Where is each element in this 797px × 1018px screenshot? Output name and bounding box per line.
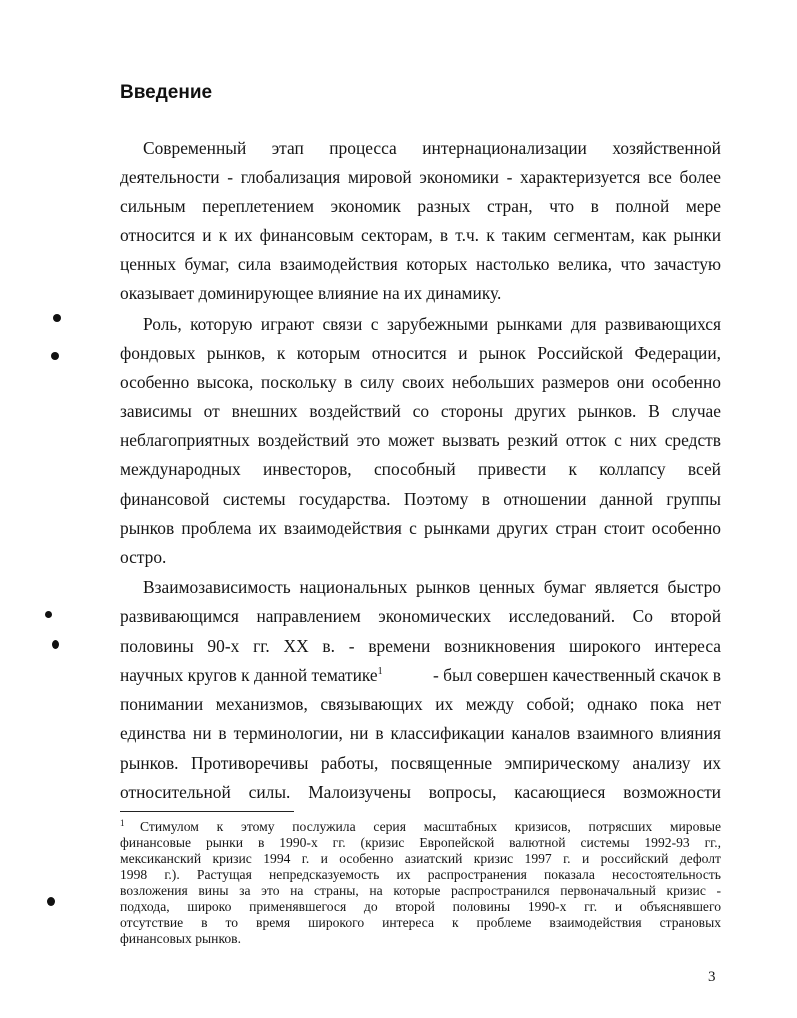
text-line: неблагоприятных воздействий это может вызвать резкий отток с них средств [120, 430, 721, 450]
text-segment: - был совершен качественный скачок в [433, 665, 721, 685]
text-line: особенно высока, поскольку в силу своих небольших размеров они особенно [120, 372, 721, 392]
text-line: рынков проблема их взаимодействия с рынками других стран стоит особенно [120, 518, 721, 538]
text-line: Роль, которую играют связи с зарубежными рынками для развивающихся [143, 314, 721, 334]
text-line: международных инвесторов, способный привести к коллапсу всей [120, 459, 721, 479]
footnote-text: Стимулом к этому послужила серия масштабных кризисов, потрясших мировые [140, 819, 721, 834]
text-line: остро. [120, 547, 167, 567]
text-line: сильным переплетением экономик разных стран, что в полной мере [120, 196, 721, 216]
text-line: Взаимозависимость национальных рынков ценных бумаг является быстро [143, 577, 721, 597]
footnote-line: мексиканский кризис 1994 г. и особенно азиатский кризис 1997 г. и российский дефолт [120, 851, 721, 866]
text-line: единства ни в терминологии, ни в классификации каналов взаимного влияния [120, 723, 721, 743]
scan-dot [51, 352, 59, 360]
footnote-marker-text: 1 [120, 818, 125, 828]
text-segment [120, 664, 383, 686]
page-number: 3 [708, 969, 716, 985]
section-heading: Введение [120, 82, 213, 103]
text-line [120, 664, 721, 686]
text-line: развивающимся направлением экономических исследований. Со второй [120, 606, 721, 626]
scan-dot [47, 897, 55, 906]
footnote-line: отсутствие в то время широкого интереса к проблеме взаимодействия страновых [120, 915, 721, 930]
footnote-line [120, 819, 721, 835]
footnote-reference[interactable]: 1 [377, 666, 383, 677]
footnote-line: возложения вины за это на страны, на которые распространился первоначальный кризис - [120, 883, 721, 898]
footnote-line: 1998 г.). Растущая непредсказуемость их распространения показала несостоятельность [120, 867, 721, 882]
text-line: ценных бумаг, сила взаимодействия которых настолько велика, что зачастую [120, 254, 721, 274]
text-line: фондовых рынков, к которым относится и рынок Российской Федерации, [120, 343, 721, 363]
footnote-marker [120, 819, 140, 835]
text-line: оказывает доминирующее влияние на их динамику. [120, 283, 502, 303]
text-line: финансовой системы государства. Поэтому в отношении данной группы [120, 489, 721, 509]
text-line: относительной силы. Малоизучены вопросы, касающиеся возможности [120, 782, 721, 802]
text-line: понимании механизмов, связывающих их между собой; однако пока нет [120, 694, 721, 714]
scan-dot [45, 611, 52, 618]
footnote-divider [120, 811, 294, 812]
text-segment-main: научных кругов к данной тематике [120, 665, 378, 685]
scan-dot [52, 640, 59, 649]
footnote-line: финансовые рынки в 1990-х гг. (кризис Европейской валютной системы 1992-93 гг., [120, 835, 721, 850]
footnote-line: финансовых рынков. [120, 931, 241, 946]
text-line: половины 90-х гг. XX в. - времени возникновения широкого интереса [120, 636, 721, 656]
text-line: относится и к их финансовым секторам, в т.ч. к таким сегментам, как рынки [120, 225, 721, 245]
text-line: зависимы от внешних воздействий со стороны других рынков. В случае [120, 401, 721, 421]
text-line: рынков. Противоречивы работы, посвященные эмпирическому анализу их [120, 753, 721, 773]
text-line: Современный этап процесса интернационализации хозяйственной [143, 138, 721, 158]
footnote-line: подхода, широко применявшегося до второй половины 1990-х гг. и объяснявшего [120, 899, 721, 914]
text-line: деятельности - глобализация мировой экономики - характеризуется все более [120, 167, 721, 187]
scan-dot [53, 314, 61, 322]
